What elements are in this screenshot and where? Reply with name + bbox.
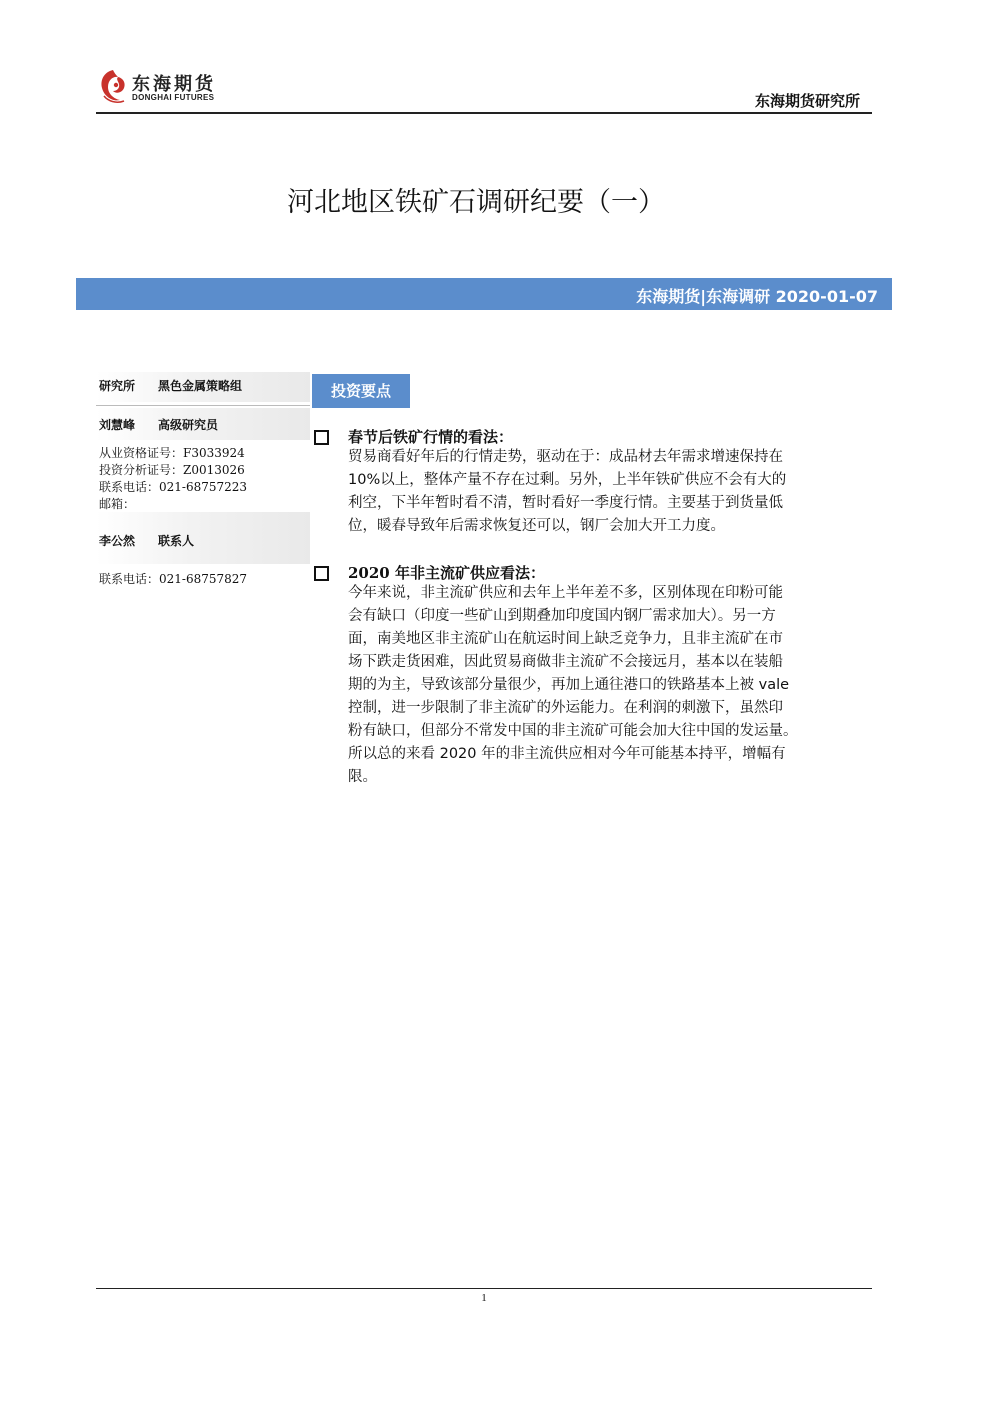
paragraph-line: 控制，进一步限制了非主流矿的外运能力。在利润的刺激下，虽然印: [348, 700, 783, 716]
institute-value: 黑色金属策略组: [158, 379, 243, 393]
page-title: 河北地区铁矿石调研纪要（一）: [287, 187, 665, 218]
invest-label: 投资分析证号：: [99, 463, 184, 477]
paragraph-line: 会有缺口（印度一些矿山到期叠加印度国内钢厂需求加大）。另一方: [348, 608, 776, 624]
checkbox-square-icon: [314, 566, 329, 581]
checkbox-square-icon: [314, 430, 329, 445]
report-banner: [76, 278, 892, 310]
section-heading: 2020 年非主流矿供应看法：: [348, 564, 545, 582]
paragraph-line: 粉有缺口，但部分不常发中国的非主流矿可能会加大往中国的发运量。: [348, 723, 798, 739]
page-number: 1: [481, 1292, 487, 1304]
section-non-mainstream-supply: [312, 562, 882, 802]
analyst-title: 高级研究员: [158, 418, 219, 432]
paragraph-line: 期的为主，导致该部分量很少，再加上通往港口的铁路基本上被 vale: [348, 677, 790, 693]
header-divider: [96, 112, 872, 114]
paragraph-line: 今年来说，非主流矿供应和去年上半年差不多，区别体现在印粉可能: [348, 585, 783, 601]
footer-divider: [96, 1288, 872, 1289]
paragraph-line: 限。: [348, 769, 377, 785]
dragon-logo-icon: [96, 66, 130, 106]
investment-points-tag: 投资要点: [312, 374, 410, 408]
analyst-name: 刘慧峰: [99, 418, 136, 432]
contact-phone-value: 021-68757827: [159, 572, 248, 586]
cert-value: F3033924: [183, 446, 245, 460]
contact-block: [96, 512, 310, 564]
paragraph-line: 位，暖春导致年后需求恢复还可以，钢厂会加大开工力度。: [348, 518, 725, 534]
sidebar-divider: [96, 405, 310, 406]
invest-value: Z0013026: [183, 463, 245, 477]
contact-phone-row: [99, 570, 247, 587]
email-label: 邮箱：: [99, 497, 136, 511]
cert-label: 从业资格证号：: [99, 446, 184, 460]
company-logo: [96, 66, 236, 110]
section-paragraph: [348, 582, 876, 789]
invest-row: [99, 461, 245, 478]
contact-title: 联系人: [158, 534, 195, 548]
section-spring-festival: [312, 426, 882, 546]
header-organization: 东海期货研究所: [754, 92, 860, 110]
institute-block: [96, 372, 310, 402]
section-paragraph: [348, 446, 876, 538]
contact-phone-label: 联系电话：: [99, 572, 160, 586]
institute-label: 研究所: [99, 379, 136, 393]
paragraph-line: 所以总的来看 2020 年的非主流供应相对今年可能基本持平，增幅有: [348, 746, 786, 762]
analyst-block: [96, 408, 310, 440]
phone-label: 联系电话：: [99, 480, 160, 494]
paragraph-line: 10%以上，整体产量不存在过剩。另外，上半年铁矿供应不会有大的: [348, 472, 787, 488]
banner-text: 东海期货|东海调研 2020-01-07: [636, 287, 878, 306]
paragraph-line: 面，南美地区非主流矿山在航运时间上缺乏竞争力，且非主流矿在市: [348, 631, 783, 647]
logo-text-en: DONGHAI FUTURES: [132, 93, 215, 102]
contact-name: 李公然: [99, 534, 136, 548]
paragraph-line: 场下跌走货困难，因此贸易商做非主流矿不会接远月，基本以在装船: [348, 654, 783, 670]
paragraph-line: 贸易商看好年后的行情走势，驱动在于：成品材去年需求增速保持在: [348, 449, 783, 465]
section-heading: 春节后铁矿行情的看法：: [348, 428, 514, 446]
email-row: [99, 495, 135, 512]
phone-value: 021-68757223: [159, 480, 248, 494]
cert-row: [99, 444, 245, 461]
phone-row: [99, 478, 247, 495]
paragraph-line: 利空，下半年暂时看不清，暂时看好一季度行情。主要基于到货量低: [348, 495, 783, 511]
logo-text-cn: 东海期货: [132, 74, 216, 95]
